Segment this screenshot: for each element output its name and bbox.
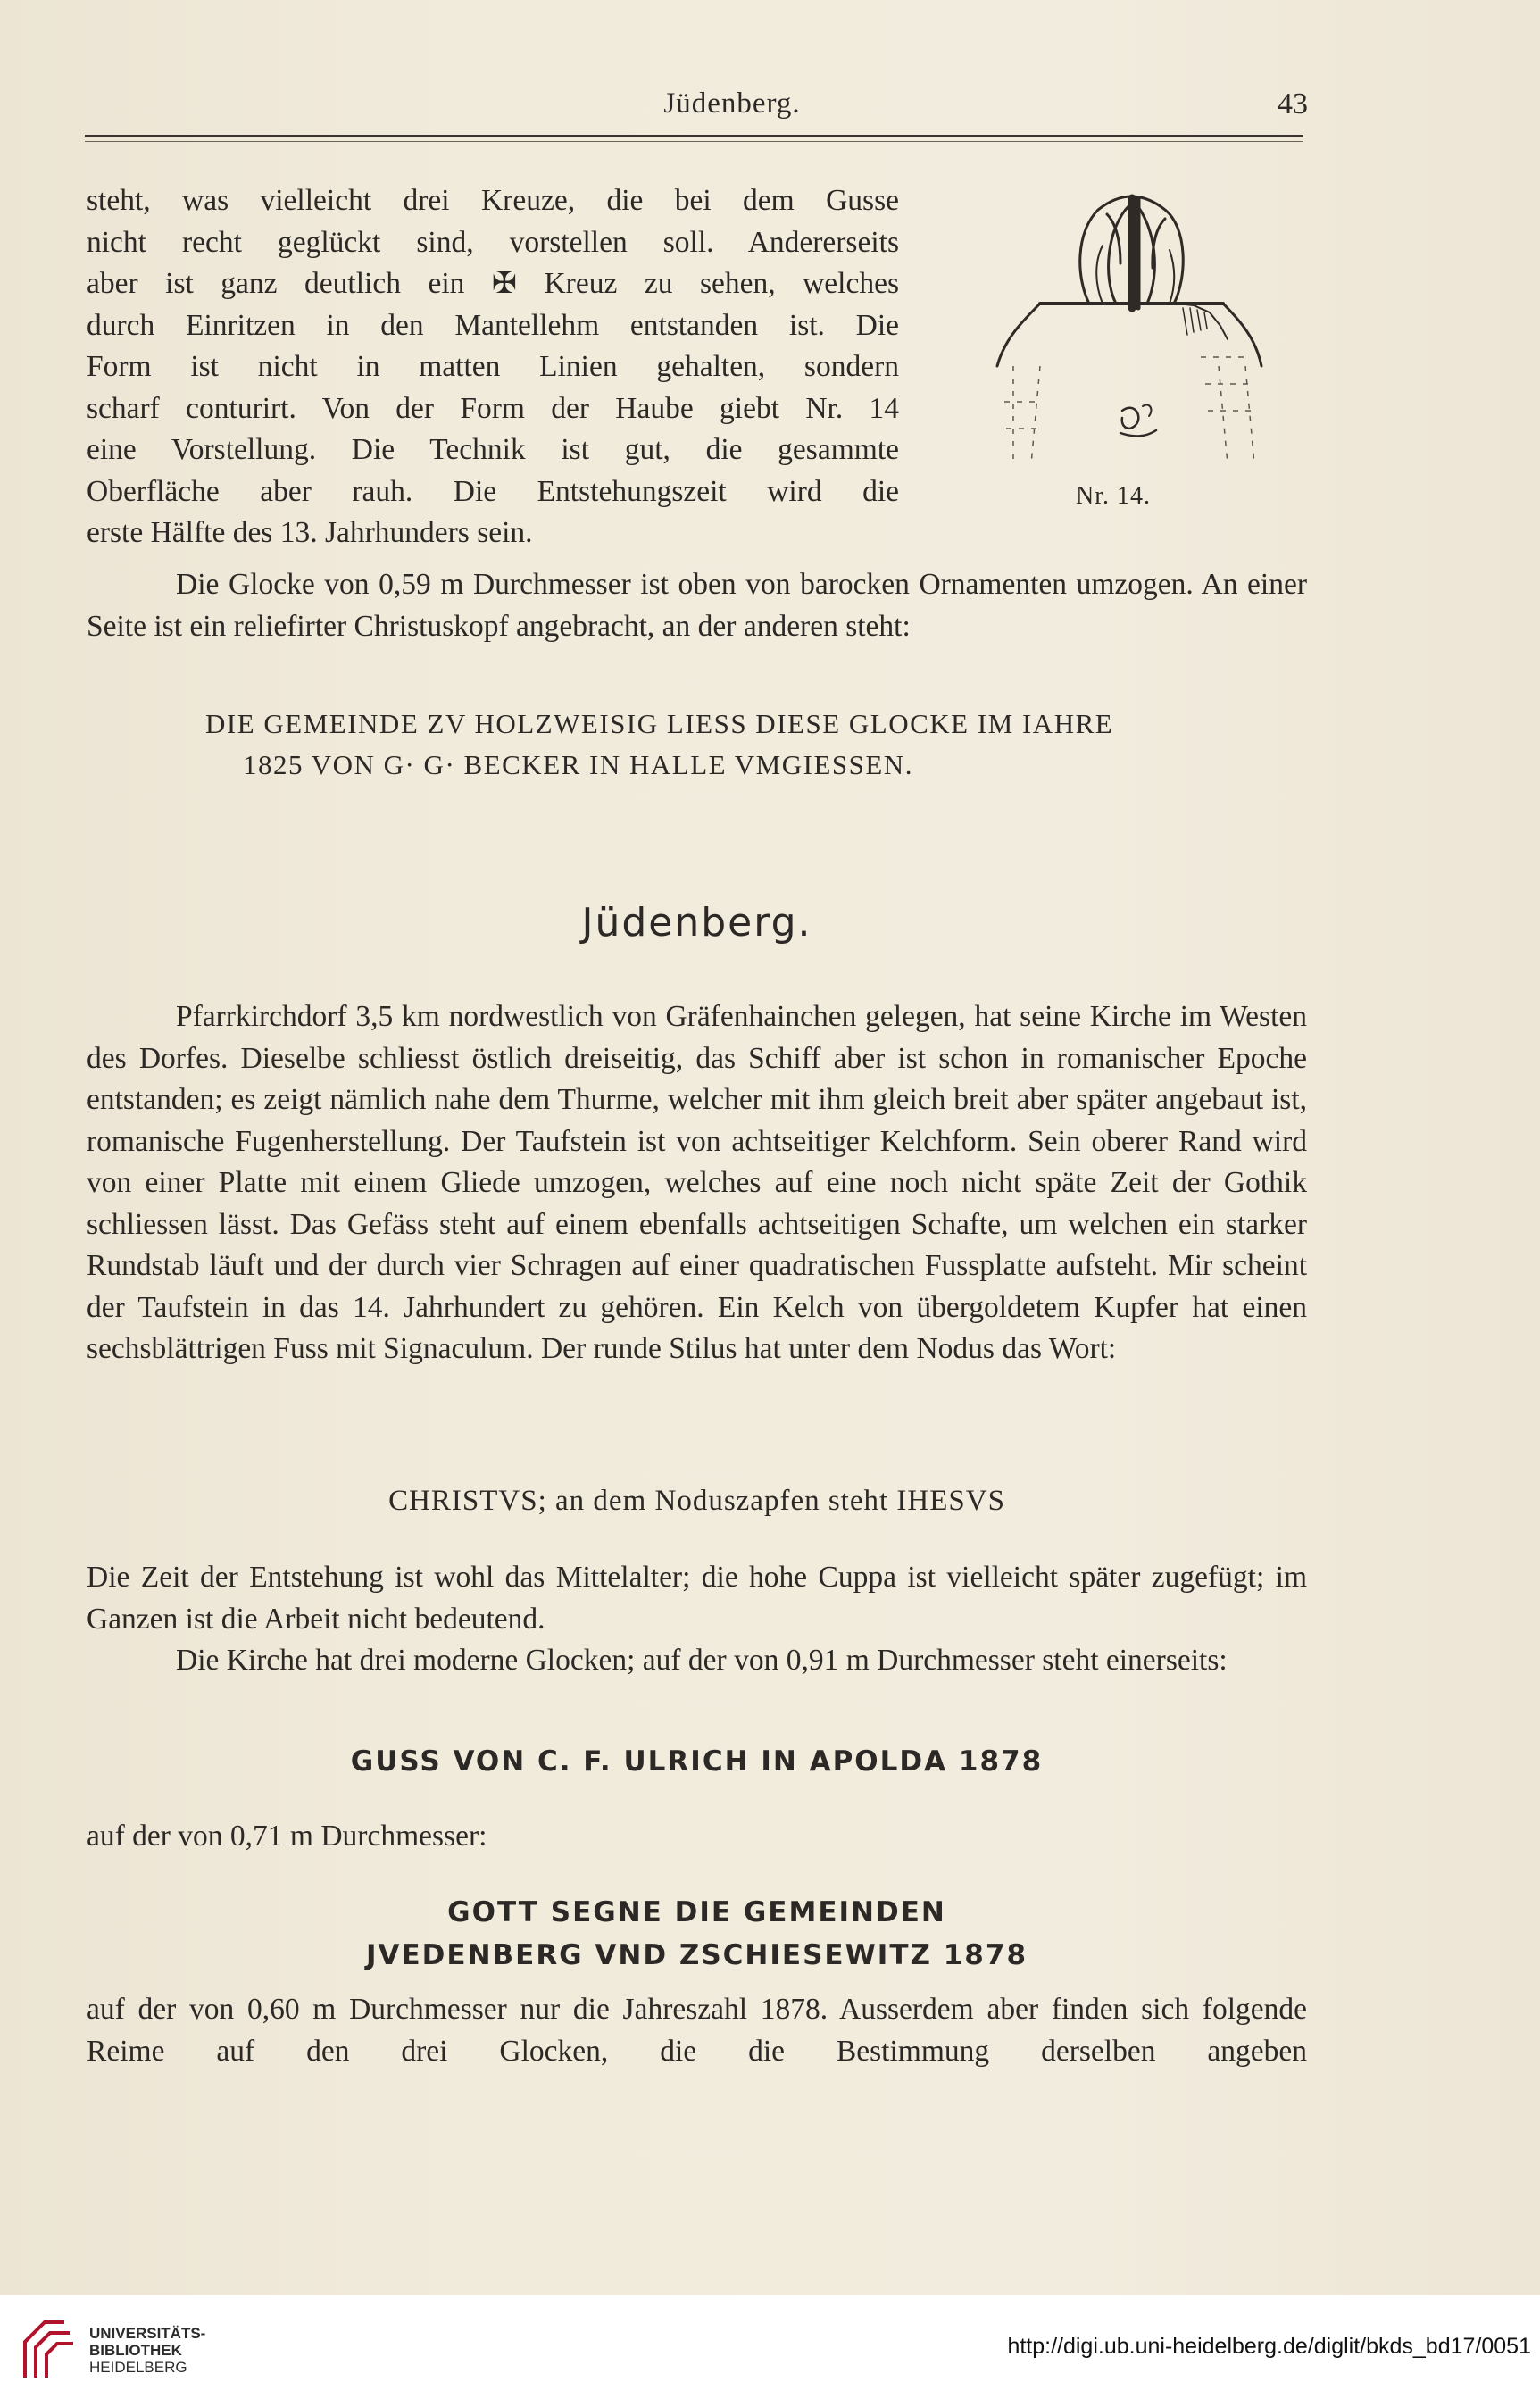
section-2-text-c [87,1816,1307,1858]
inscription-line: GOTT SEGNE DIE GEMEINDEN [447,1896,946,1928]
header-rule [85,135,1303,137]
paragraph: auf der von 0,60 m Durchmesser nur die Jahreszahl 1878. Ausserdem aber finden sich folgende Reime auf den drei Glocken, die die Bestimmung derselben angeben [87,1993,1307,2068]
header-rule-thin [85,141,1303,142]
logo-line: UNIVERSITÄTS- [89,2325,206,2342]
section-2-text [87,996,1307,1370]
text-line: steht, was vielleicht drei Kreuze, die bei dem Gusse [87,184,899,217]
section-1-continued [87,564,1307,647]
text-line: durch Einritzen in den Mantellehm entstanden ist. Die [87,308,899,342]
logo-line: HEIDELBERG [89,2359,187,2376]
library-logo-text [89,2325,205,2376]
chalice-inscription: CHRISTVS; an dem Noduszapfen steht IHESVS [388,1485,1005,1517]
inscription-line: JVEDENBERG VND ZSCHIESEWITZ 1878 [365,1939,1028,1971]
section-heading: Jüdenberg. [581,900,812,945]
inscription-line: DIE GEMEINDE ZV HOLZWEISIG LIESS DIESE GLOCKE IM IAHRE [205,708,1114,739]
logo-line: BIBLIOTHEK [89,2342,182,2359]
text-line: eine Vorstellung. Die Technik ist gut, die gesammte [87,433,899,466]
text-line: nicht recht geglückt sind, vorstellen soll. Andererseits [87,225,899,259]
inscription-line: 1825 VON G· G· BECKER IN HALLE VMGIESSEN. [243,749,913,780]
figure-caption: Nr. 14. [1076,482,1151,510]
text-line: scharf conturirt. Von der Form der Haube giebt Nr. 14 [87,391,899,425]
text-line: Oberfläche aber rauh. Die Entstehungszeit wird die [87,474,899,508]
paragraph: Die Zeit der Entstehung ist wohl das Mittelalter; die hohe Cuppa ist vielleicht später zugefügt; im Ganzen ist die Arbeit nicht bedeutend. [87,1561,1307,1636]
paragraph: Die Glocke von 0,59 m Durchmesser ist oben von barocken Ornamenten umzogen. An einer Seite ist ein reliefirter Christuskopf angebracht, an der anderen steht: [87,568,1307,643]
text-line: Form ist nicht in matten Linien gehalten, sondern [87,350,899,383]
text-line: erste Hälfte des 13. Jahrhunders sein. [87,516,533,549]
section-2-text-d [87,1989,1307,2072]
source-url-link[interactable]: http://digi.ub.uni-heidelberg.de/diglit/bkds_bd17/0051 [1007,2334,1531,2359]
library-logo-icon [18,2315,80,2385]
footer-bar [0,2295,1540,2407]
bell-inscription-1: GUSS VON C. F. ULRICH IN APOLDA 1878 [350,1745,1044,1778]
bell-inscription-2 [87,1891,1307,1977]
running-title: Jüdenberg. [663,87,801,120]
page-number: 43 [1278,87,1308,121]
section-2-text-b [87,1557,1307,1682]
section-1-text [87,180,899,554]
paragraph: auf der von 0,71 m Durchmesser: [87,1820,487,1853]
inscription-holzweisig [87,704,1307,786]
paragraph: Die Kirche hat drei moderne Glocken; auf der von 0,91 m Durchmesser steht einerseits: [176,1644,1228,1677]
text-line: aber ist ganz deutlich ein ✠ Kreuz zu sehen, welches [87,267,899,300]
paragraph: Pfarrkirchdorf 3,5 km nordwestlich von Gräfenhainchen gelegen, hat seine Kirche im Westen des Dorfes. Dieselbe schliesst östlich dreiseitig, das Schiff aber ist schon in romanischer Epoche entstanden; es zeigt nämlich nahe dem Thurme, welcher mit ihm gleich breit aber später angebaut ist, romanische Fugenherstellung. Der Taufstein ist von achtseitiger Kelchform. Sein oberer Rand wird von einer Platte mit einem Gliede umzogen, welches auf eine noch nicht späte Zeit der Gothik schliessen lässt. Das Gefäss steht auf einem ebenfalls achtseitigen Schafte, um welchen ein starker Rundstab läuft und der durch vier Schragen auf einer quadratischen Fussplatte aufsteht. Mir scheint der Taufstein in das 14. Jahrhundert zu gehören. Ein Kelch von übergoldetem Kupfer hat einen sechsblättrigen Fuss mit Signaculum. Der runde Stilus hat unter dem Nodus das Wort: [87,1000,1307,1365]
